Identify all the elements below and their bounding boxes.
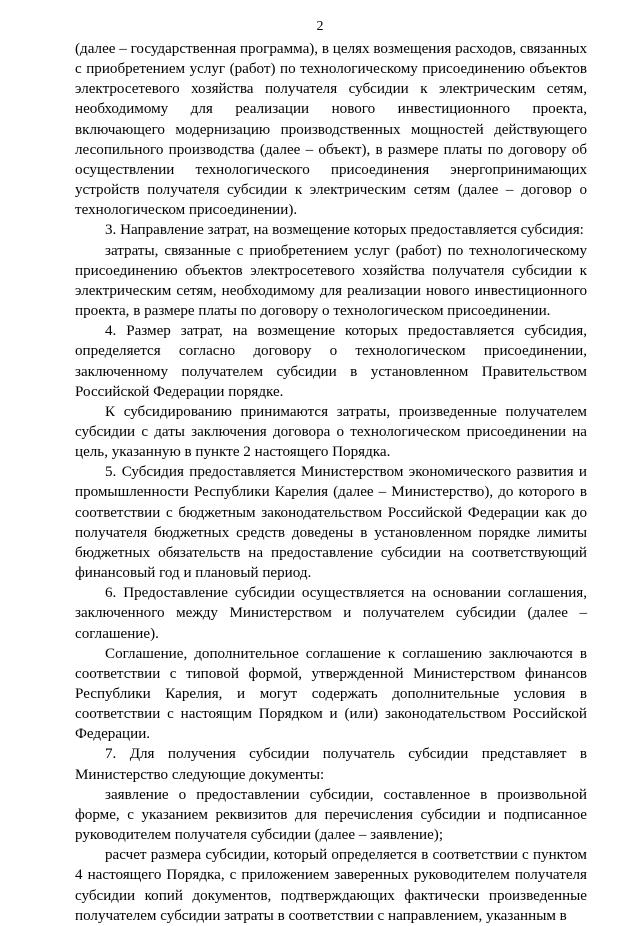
paragraph-item-6: 6. Предоставление субсидии осуществляется на основании соглашения, заключенного между Министерством и получателем субсидии (далее – соглашение). — [75, 585, 587, 642]
paragraph-item-5: 5. Субсидия предоставляется Министерством экономического развития и промышленности Республики Карелия (далее – Министерство), до которого в соответствии с бюджетным законодательством Российской Федерации как до получателя бюджетных средств доведены в установленном порядке лимиты бюджетных обязательств на предоставление субсидии на соответствующий финансовый год и плановый период. — [75, 464, 587, 582]
page-number: 2 — [316, 19, 324, 34]
paragraph-item-7: 7. Для получения субсидии получатель субсидии представляет в Министерство следующие документы: — [75, 746, 587, 783]
paragraph-item-4: 4. Размер затрат, на возмещение которых предоставляется субсидия, определяется согласно договору о технологическом присоединении, заключенному получателем субсидии в установленном Правительством Российской Федерации порядке. — [75, 323, 587, 400]
paragraph-application: заявление о предоставлении субсидии, составленное в произвольной форме, с указанием реквизитов для перечисления субсидии и подписанное руководителем получателя субсидии (далее – заявление); — [75, 786, 587, 844]
document-body — [75, 39, 587, 926]
paragraph-calculation: расчет размера субсидии, который определяется в соответствии с пунктом 4 настоящего Порядка, с приложением заверенных руководителем получателя субсидии копий документов, подтверждающих фактически произведенные получателем субсидии затраты в соответствии с направлением, указанным в — [75, 847, 587, 924]
paragraph-agreement: Соглашение, дополнительное соглашение к соглашению заключаются в соответствии с типовой формой, утвержденной Министерством финансов Республики Карелия, и могут содержать дополнительные условия в соответствии с настоящим Порядком и (или) законодательством Российской Федерации. — [75, 645, 587, 743]
paragraph-item-3-heading: 3. Направление затрат, на возмещение которых предоставляется субсидия: — [105, 222, 584, 239]
paragraph-subsidy-eligible-costs: К субсидированию принимаются затраты, произведенные получателем субсидии с даты заключения договора о технологическом присоединении на цель, указанную в пункте 2 настоящего Порядка. — [75, 403, 587, 461]
paragraph-continuation: (далее – государственная программа), в целях возмещения расходов, связанных с приобретением услуг (работ) по технологическому присоединению объектов электросетевого хозяйства получателя субсидии к электрическим сетям, необходимому для реализации нового инвестиционного проекта, включающего модернизацию производственных мощностей действующего лесопильного производства (далее – объект), в размере платы по договору об осуществлении технологического присоединения энергопринимающих устройств получателя субсидии к электрическим сетям (далее – договор о технологическом присоединении). — [75, 41, 587, 219]
paragraph-item-3-costs: затраты, связанные с приобретением услуг (работ) по технологическому присоединению объектов электросетевого хозяйства получателя субсидии к электрическим сетям, необходимому для реализации нового инвестиционного проекта, в размере платы по договору о технологическом присоединении. — [75, 242, 587, 320]
